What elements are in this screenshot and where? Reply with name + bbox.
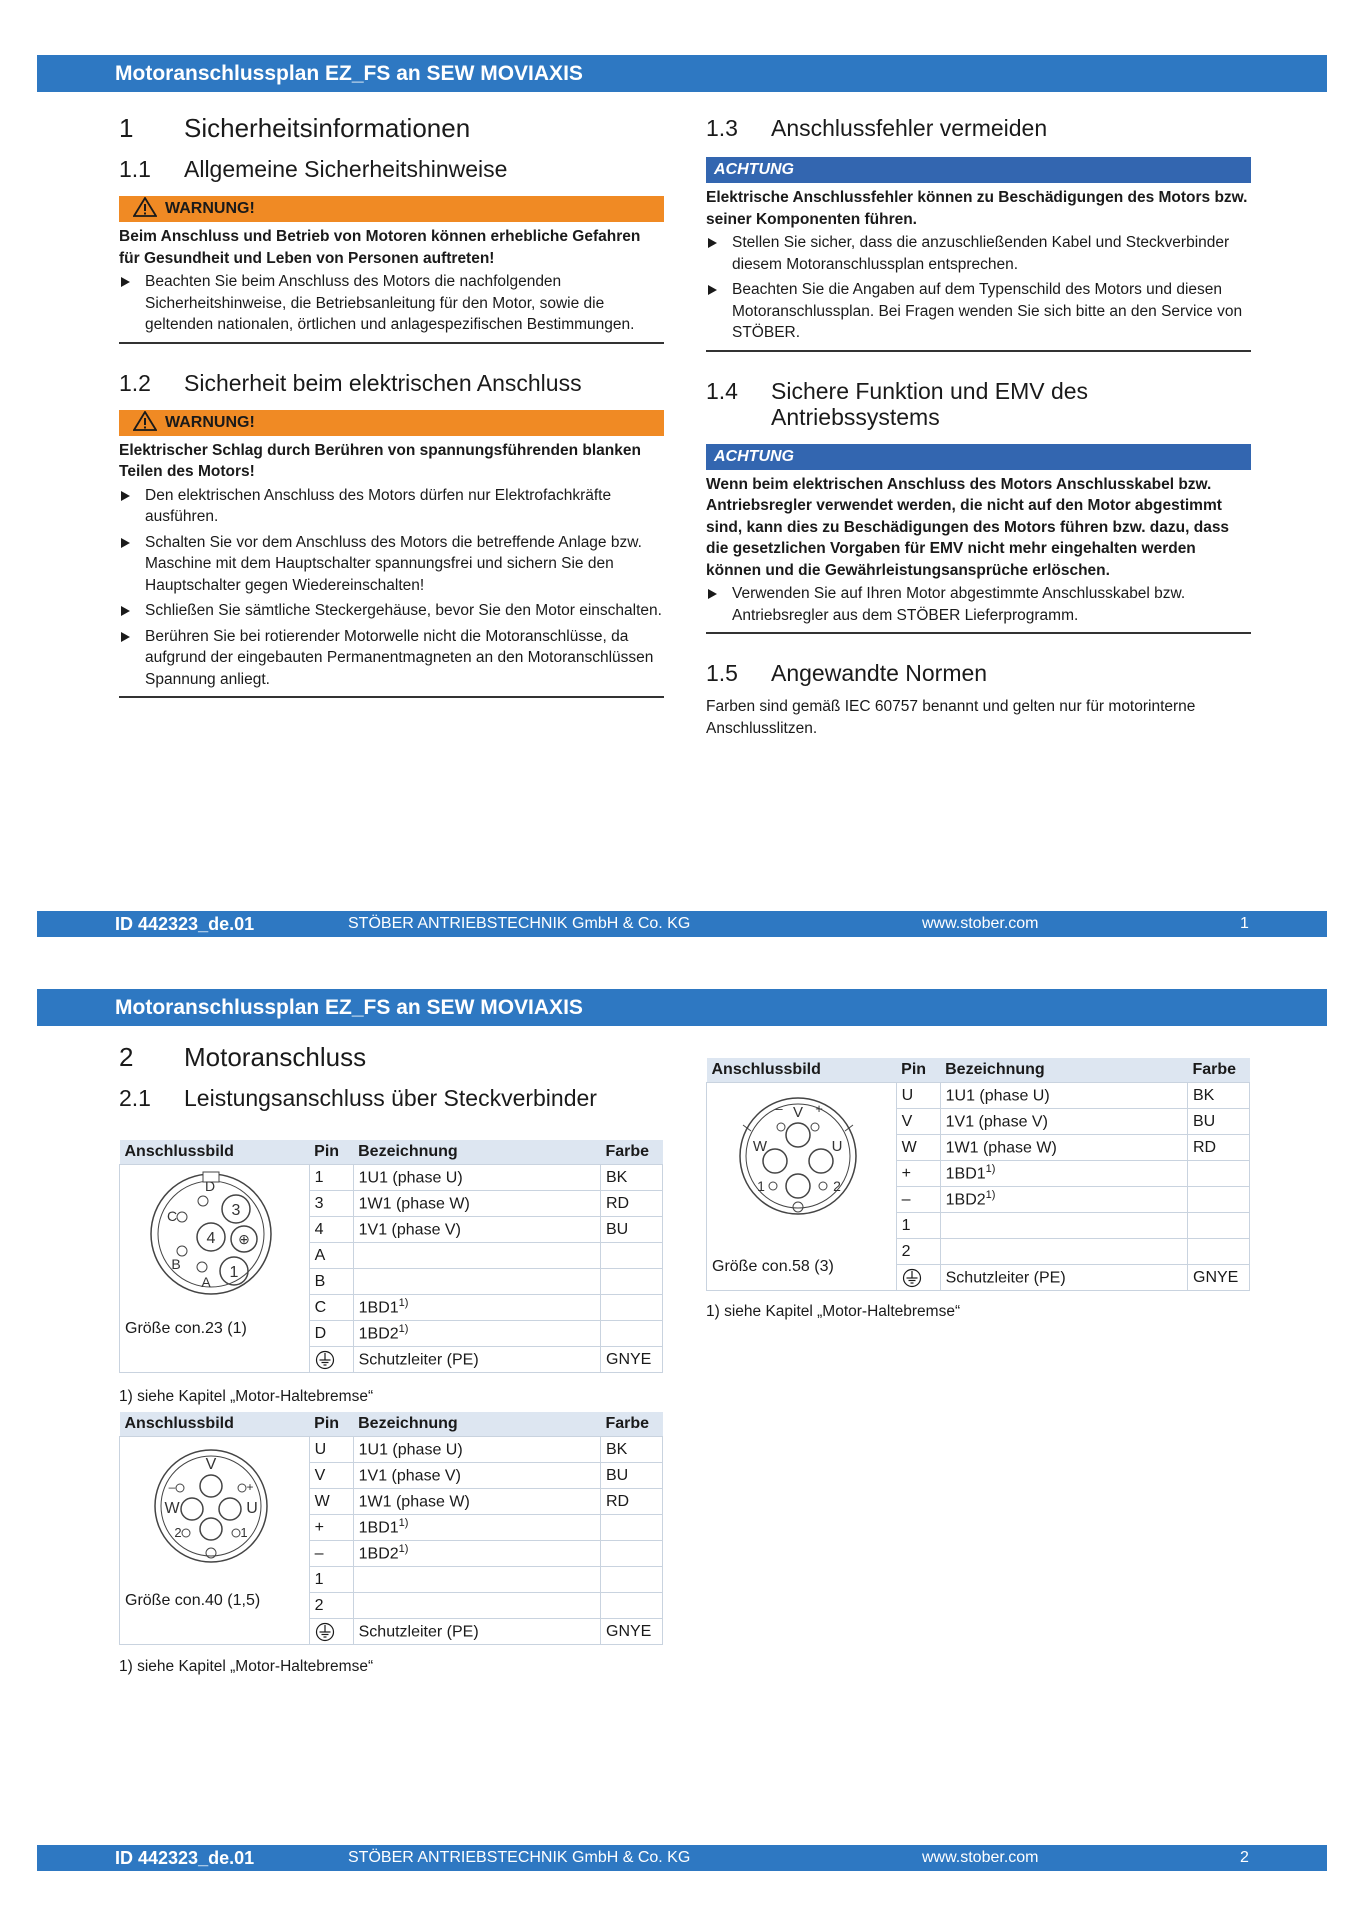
page-header [37,55,1327,92]
company-name: STÖBER ANTRIEBSTECHNIK GmbH & Co. KG [348,915,691,932]
norms-text: Farben sind gemäß IEC 60757 benannt und gelten nur für motorinterne Anschlusslitzen. [706,698,1196,737]
column-header-pin: Pin [309,1140,353,1165]
pin-cell: U [896,1083,940,1109]
section-number: 1.1 [119,156,151,182]
section-2-heading [119,1037,664,1077]
attention-bar: ACHTUNG [706,444,1251,470]
section-1-2-heading [119,370,664,396]
svg-text:4: 4 [206,1230,216,1247]
connector-image-cell [120,1437,310,1645]
page-number: 1 [1240,915,1249,932]
footnote-ref: 1) [398,1297,409,1310]
wire-color-cell [1188,1187,1250,1213]
svg-text:W: W [752,1138,768,1155]
pin-cell: 3 [309,1191,353,1217]
pin-cell: – [896,1187,940,1213]
pin-cell [309,1347,353,1373]
svg-text:2: 2 [174,1525,182,1540]
divider [706,350,1251,352]
pin-cell: 1 [309,1165,353,1191]
bullet-item: Schalten Sie vor dem Anschluss des Motors die betreffende Anlage bzw. Maschine mit dem Hauptschalter spannungsfrei und sichern Sie den Hauptschalter gegen Wiedereinschalten! [119,532,664,597]
footnote: 1) siehe Kapitel „Motor-Haltebremse“ [119,1658,374,1675]
section-number: 2.1 [119,1085,151,1111]
divider [119,342,664,344]
column-header-color: Farbe [601,1140,663,1165]
pin-cell: W [896,1135,940,1161]
ground-icon [902,1268,922,1288]
designation-cell [353,1489,600,1515]
page-number: 2 [1240,1849,1249,1866]
wire-color-cell [601,1541,663,1567]
section-title: Sicherheitsinformationen [184,113,471,143]
wire-color-cell: BK [601,1165,663,1191]
designation-text: 1V1 (phase V) [945,1113,1048,1131]
svg-text:U: U [831,1138,843,1155]
right-column [706,108,1251,739]
doc-id: ID 442323_de.01 [115,1848,255,1868]
footnote-ref: 1) [398,1323,409,1336]
wire-color-cell: GNYE [601,1347,663,1373]
wire-color-cell [1188,1161,1250,1187]
wire-color-cell [601,1295,663,1321]
section-number: 1.3 [706,115,738,141]
designation-text: 1BD1 [358,1519,399,1537]
pin-table-con58 [706,1058,1250,1291]
website-link[interactable]: www.stober.com [922,915,1039,932]
bullet-item: Schließen Sie sämtliche Steckergehäuse, bevor Sie den Motor einschalten. [119,600,664,622]
attention-bar: ACHTUNG [706,157,1251,183]
pin-cell: C [309,1295,353,1321]
svg-text:V: V [205,1456,217,1473]
pin-cell [896,1265,940,1291]
designation-cell [353,1269,600,1295]
footnote-ref: 1) [985,1163,996,1176]
doc-title: Motoranschlussplan EZ_FS an SEW MOVIAXIS [115,996,583,1019]
designation-cell [353,1515,600,1541]
designation-cell [940,1135,1187,1161]
section-number: 1.5 [706,660,738,686]
bullet-item: Stellen Sie sicher, dass die anzuschließenden Kabel und Steckverbinder diesem Motoranschlussplan entsprechen. [706,232,1251,275]
designation-cell [353,1463,600,1489]
designation-cell [940,1239,1187,1265]
svg-text:2: 2 [833,1178,841,1194]
designation-text: Schutzleiter (PE) [945,1269,1066,1287]
designation-cell [940,1187,1187,1213]
designation-text: 1W1 (phase W) [945,1139,1057,1157]
column-header-name: Bezeichnung [353,1140,600,1165]
table-row [120,1437,663,1463]
designation-text: Schutzleiter (PE) [358,1351,479,1369]
svg-text:1: 1 [757,1178,765,1194]
column-header-name: Bezeichnung [353,1412,600,1437]
bullet-item: Verwenden Sie auf Ihren Motor abgestimmte Anschlusskabel bzw. Antriebsregler aus dem STÖBER Lieferprogramm. [706,583,1251,626]
designation-cell [940,1083,1187,1109]
table-row [707,1083,1250,1109]
section-title: Sicherheit beim elektrischen Anschluss [184,369,582,396]
pin-cell: 2 [309,1593,353,1619]
footnote-ref: 1) [985,1189,996,1202]
section-title: Allgemeine Sicherheitshinweise [184,156,508,182]
designation-cell [353,1541,600,1567]
pin-cell: + [309,1515,353,1541]
pin-cell: V [309,1463,353,1489]
svg-text:⊕: ⊕ [238,1231,250,1247]
connector-size-label: Größe con.40 (1,5) [125,1592,261,1609]
warning-triangle-icon [133,197,157,217]
table-header-row [120,1412,663,1437]
footnote: 1) siehe Kapitel „Motor-Haltebremse“ [119,1388,374,1405]
table-row [120,1165,663,1191]
pin-cell: V [896,1109,940,1135]
attention-text: Elektrische Anschlussfehler können zu Beschädigungen des Motors bzw. seiner Komponenten führen. [706,189,1248,228]
designation-cell [353,1217,600,1243]
bullet-item: Beachten Sie beim Anschluss des Motors die nachfolgenden Sicherheitshinweise, die Betriebsanleitung für den Motor, sowie die geltenden nationalen, örtlichen und anlagespezifischen Bestimmungen. [119,271,664,336]
designation-cell [353,1295,600,1321]
svg-text:A: A [201,1274,211,1290]
connector-con58-icon [733,1091,863,1221]
website-link[interactable]: www.stober.com [922,1849,1039,1866]
left-column [119,1037,664,1111]
svg-text:+: + [815,1101,823,1116]
designation-text: 1W1 (phase W) [358,1195,470,1213]
bullet-list [706,232,1251,344]
column-header-pin: Pin [309,1412,353,1437]
table-header-row [120,1140,663,1165]
page-2 [0,985,1357,1920]
warning-bar [119,196,664,222]
svg-text:1: 1 [229,1264,239,1281]
svg-text:U: U [246,1500,258,1517]
wire-color-cell: RD [601,1489,663,1515]
designation-text: 1U1 (phase U) [945,1087,1050,1105]
svg-text:–: – [775,1101,783,1116]
section-title: Anschlussfehler vermeiden [771,115,1048,141]
doc-id: ID 442323_de.01 [115,914,255,934]
wire-color-cell [1188,1213,1250,1239]
wire-color-cell [601,1269,663,1295]
section-number: 1 [119,113,134,143]
pin-cell: U [309,1437,353,1463]
designation-text: 1W1 (phase W) [358,1493,470,1511]
pin-cell: + [896,1161,940,1187]
svg-text:V: V [792,1104,804,1121]
wire-color-cell [1188,1239,1250,1265]
svg-text:1: 1 [240,1525,248,1540]
svg-text:D: D [204,1178,216,1194]
wire-color-cell: RD [1188,1135,1250,1161]
wire-color-cell: BU [601,1217,663,1243]
warning-bar [119,410,664,436]
pin-cell: A [309,1243,353,1269]
wire-color-cell: BU [1188,1109,1250,1135]
section-1-4-heading [706,378,1251,430]
connector-con40-icon [146,1441,276,1571]
section-title: Leistungsanschluss über Steckverbinder [184,1085,597,1111]
designation-cell [940,1161,1187,1187]
designation-cell [353,1619,600,1645]
pin-cell: – [309,1541,353,1567]
wire-color-cell [601,1515,663,1541]
warning-label: WARNUNG! [165,200,255,217]
column-header-pin: Pin [896,1058,940,1083]
wire-color-cell [601,1593,663,1619]
connector-con23-icon [146,1169,276,1299]
svg-text:C: C [166,1208,178,1224]
attention-text: Wenn beim elektrischen Anschluss des Motors Anschlusskabel bzw. Antriebsregler verwendet werden, die nicht auf den Motor abgestimmt sind, kann dies zu Beschädigungen des Motors führen bzw. dazu, dass die gesetzlichen Vorgaben für EMV nicht mehr eingehalten werden können und die Gewährleistungsansprüche erlöschen. [706,475,1230,579]
footnote-ref: 1) [398,1543,409,1556]
section-1-3-heading [706,115,1251,141]
designation-cell [353,1321,600,1347]
designation-cell [940,1109,1187,1135]
section-number: 1.4 [706,377,738,404]
ground-icon [315,1350,335,1370]
designation-cell [353,1191,600,1217]
ground-icon [315,1622,335,1642]
section-1-1-heading [119,156,664,182]
section-number: 1.2 [119,369,151,396]
svg-text:3: 3 [231,1202,241,1219]
svg-text:W: W [164,1500,180,1517]
designation-text: 1BD1 [945,1165,986,1183]
connector-image-cell [120,1165,310,1373]
svg-text:+: + [246,1480,254,1494]
page-footer [37,911,1327,937]
divider [706,632,1251,634]
footnote-ref: 1) [398,1517,409,1530]
bullet-item: Den elektrischen Anschluss des Motors dürfen nur Elektrofachkräfte ausführen. [119,485,664,528]
connector-image-cell [707,1083,897,1291]
column-header-color: Farbe [601,1412,663,1437]
page-footer [37,1845,1327,1871]
pin-cell: W [309,1489,353,1515]
designation-cell [353,1165,600,1191]
bullet-item: Beachten Sie die Angaben auf dem Typenschild des Motors und diesen Motoranschlussplan. Bei Fragen wenden Sie sich bitte an den Service von STÖBER. [706,279,1251,344]
designation-text: Schutzleiter (PE) [358,1623,479,1641]
designation-cell [940,1213,1187,1239]
column-header-name: Bezeichnung [940,1058,1187,1083]
wire-color-cell: BK [601,1437,663,1463]
section-title: Motoranschluss [184,1042,367,1072]
warning-triangle-icon [133,411,157,431]
designation-text: 1U1 (phase U) [358,1169,463,1187]
warning-text: Beim Anschluss und Betrieb von Motoren können erhebliche Gefahren für Gesundheit und Leben von Personen auftreten! [119,228,641,267]
wire-color-cell [601,1321,663,1347]
pin-cell: 4 [309,1217,353,1243]
pin-cell: 2 [896,1239,940,1265]
wire-color-cell: BK [1188,1083,1250,1109]
designation-text: 1U1 (phase U) [358,1441,463,1459]
bullet-list [706,583,1251,626]
bullet-item: Berühren Sie bei rotierender Motorwelle nicht die Motoranschlüsse, da aufgrund der eingebauten Permanentmagneten an den Motoranschlüssen Spannung anliegt. [119,626,664,691]
designation-text: 1BD2 [945,1191,986,1209]
table-header-row [707,1058,1250,1083]
connector-size-label: Größe con.58 (3) [712,1258,834,1275]
designation-cell [353,1243,600,1269]
designation-cell [353,1567,600,1593]
left-column [119,108,664,698]
warning-text: Elektrischer Schlag durch Berühren von spannungsführenden blanken Teilen des Motors! [119,441,641,480]
wire-color-cell: RD [601,1191,663,1217]
divider [119,696,664,698]
section-1-5-heading [706,660,1251,686]
connector-size-label: Größe con.23 (1) [125,1320,247,1337]
company-name: STÖBER ANTRIEBSTECHNIK GmbH & Co. KG [348,1849,691,1866]
section-title: Sichere Funktion und EMV des Antriebssystems [771,377,1089,430]
designation-text: 1BD1 [358,1299,399,1317]
section-title: Angewandte Normen [771,660,988,686]
wire-color-cell: BU [601,1463,663,1489]
column-header-image: Anschlussbild [120,1412,310,1437]
designation-text: 1BD2 [358,1325,399,1343]
doc-title: Motoranschlussplan EZ_FS an SEW MOVIAXIS [115,62,583,85]
wire-color-cell [601,1567,663,1593]
svg-text:B: B [171,1256,181,1272]
column-header-image: Anschlussbild [707,1058,897,1083]
section-1-heading [119,108,664,148]
designation-cell [940,1265,1187,1291]
section-2-1-heading [119,1085,664,1111]
warning-label: WARNUNG! [165,413,255,431]
designation-cell [353,1437,600,1463]
pin-cell: B [309,1269,353,1295]
svg-text:–: – [168,1480,176,1494]
pin-cell: 1 [309,1567,353,1593]
bullet-list [119,271,664,336]
pin-cell [309,1619,353,1645]
pin-table-con40 [119,1412,663,1645]
designation-text: 1BD2 [358,1545,399,1563]
column-header-color: Farbe [1188,1058,1250,1083]
pin-cell: 1 [896,1213,940,1239]
column-header-image: Anschlussbild [120,1140,310,1165]
page-header [37,989,1327,1026]
section-number: 2 [119,1042,134,1072]
designation-text: 1V1 (phase V) [358,1221,461,1239]
designation-text: 1V1 (phase V) [358,1467,461,1485]
designation-cell [353,1347,600,1373]
wire-color-cell [601,1243,663,1269]
pin-cell: D [309,1321,353,1347]
wire-color-cell: GNYE [1188,1265,1250,1291]
footnote: 1) siehe Kapitel „Motor-Haltebremse“ [706,1303,961,1320]
pin-table-con23 [119,1140,663,1373]
designation-cell [353,1593,600,1619]
wire-color-cell: GNYE [601,1619,663,1645]
bullet-list [119,485,664,691]
